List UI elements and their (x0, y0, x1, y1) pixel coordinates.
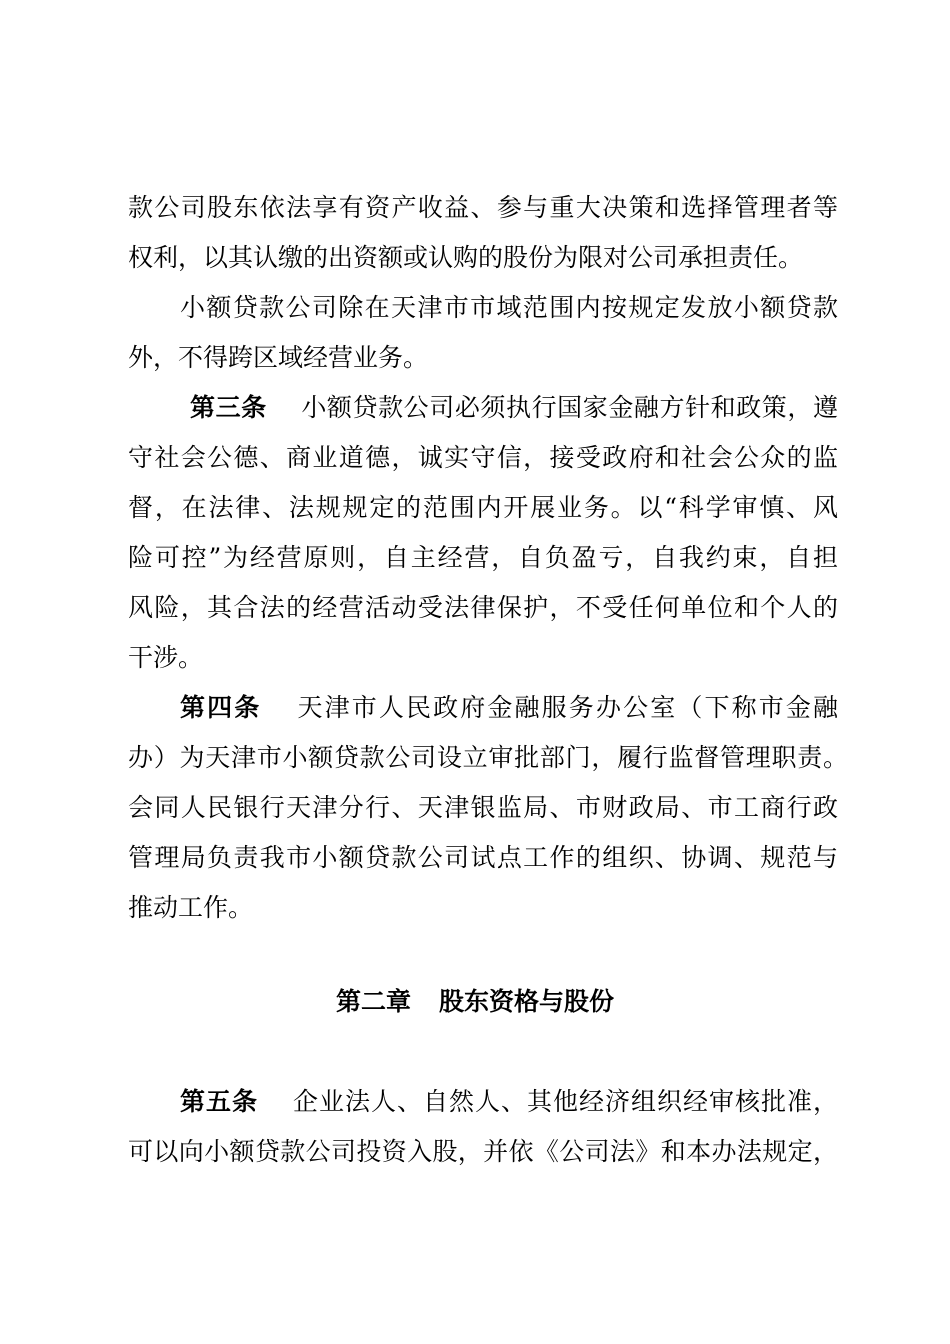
para2-line1: 小额贷款公司除在天津市市域范围内按规定发放小额贷款 (180, 293, 838, 322)
article4-text1: 天津市人民政府金融服务办公室（下称市金融 (295, 693, 838, 722)
article3-line4: 险可控”为经营原则，自主经营，自负盈亏，自我约束，自担 (128, 543, 838, 572)
article4-line4: 管理局负责我市小额贷款公司试点工作的组织、协调、规范与 (128, 843, 838, 872)
chapter-title: 股东资格与股份 (439, 987, 615, 1016)
article3-label: 第三条 (190, 393, 267, 422)
article3-line1 (190, 388, 838, 428)
article5-line1 (180, 1082, 838, 1122)
para1-line2: 权利，以其认缴的出资额或认购的股份为限对公司承担责任。 (128, 243, 804, 272)
article3-line3: 督，在法律、法规规定的范围内开展业务。以“科学审慎、风 (128, 493, 838, 522)
article3-text1: 小额贷款公司必须执行国家金融方针和政策，遵 (300, 393, 838, 422)
article4-line3: 会同人民银行天津分行、天津银监局、市财政局、市工商行政 (128, 793, 838, 822)
article3-line5: 风险，其合法的经营活动受法律保护，不受任何单位和个人的 (128, 593, 838, 622)
article5-label: 第五条 (180, 1087, 258, 1116)
article4-line1 (180, 688, 838, 728)
article3-line2: 守社会公德、商业道德，诚实守信，接受政府和社会公众的监 (128, 443, 838, 472)
article5-line2: 可以向小额贷款公司投资入股，并依《公司法》和本办法规定， (128, 1137, 838, 1166)
para1-line1: 款公司股东依法享有资产收益、参与重大决策和选择管理者等 (128, 193, 838, 222)
article3-line6: 干涉。 (128, 643, 204, 672)
chapter-number: 第二章 (335, 987, 411, 1016)
article5-text1: 企业法人、自然人、其他经济组织经审核批准， (292, 1087, 838, 1116)
chapter-heading (0, 982, 950, 1022)
article4-label: 第四条 (180, 693, 262, 722)
article4-line5: 推动工作。 (128, 893, 254, 922)
para2-line2: 外，不得跨区域经营业务。 (128, 343, 429, 372)
article4-line2: 办）为天津市小额贷款公司设立审批部门，履行监督管理职责。 (128, 743, 848, 772)
